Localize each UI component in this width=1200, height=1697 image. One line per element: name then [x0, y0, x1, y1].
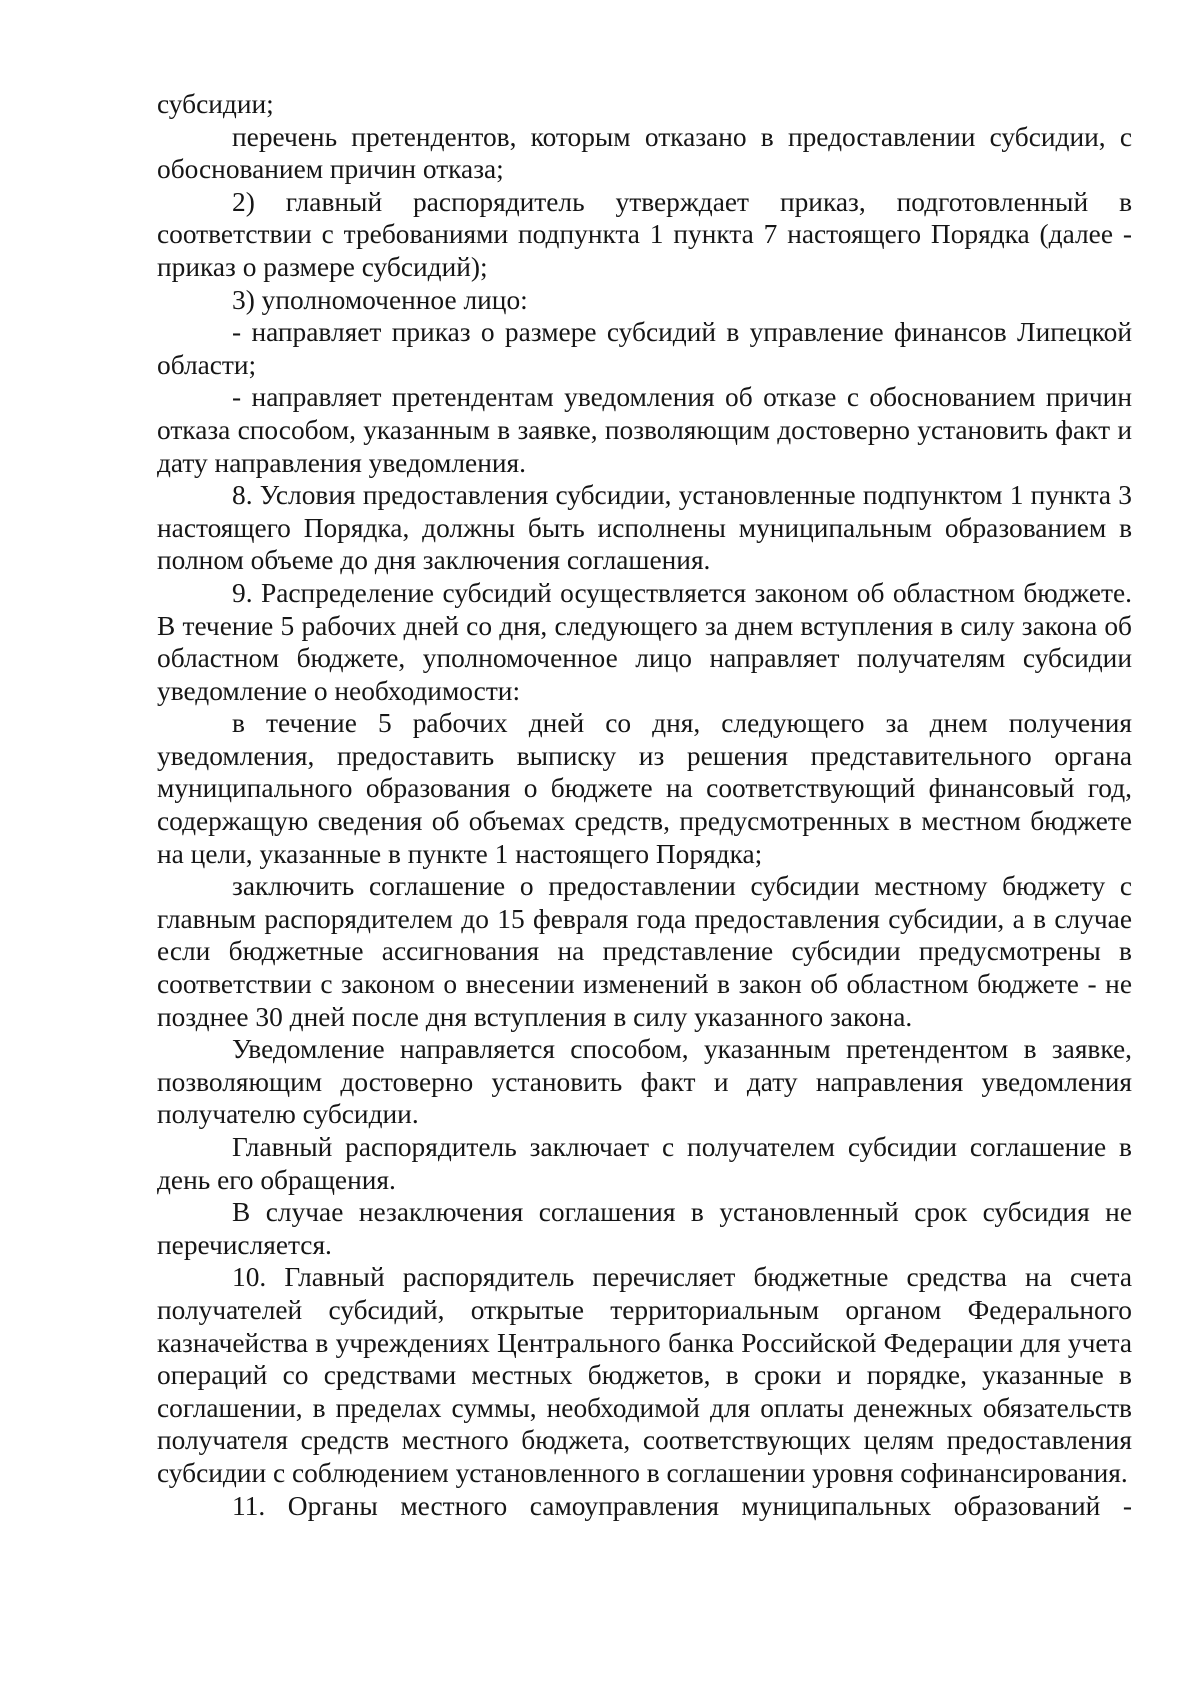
paragraph: в течение 5 рабочих дней со дня, следующего за днем получения уведомления, предоставить выписку из решения представительного органа муниципального образования о бюджете на соответствующий финансовый год, содержащую сведения об объемах средств, предусмотренных в местном бюджете на цели, указанные в пункте 1 настоящего Порядка;: [157, 708, 1132, 869]
paragraph: - направляет претендентам уведомления об отказе с обоснованием причин отказа способом, указанным в заявке, позволяющим достоверно установить факт и дату направления уведомления.: [157, 382, 1132, 478]
document-page: [157, 88, 1132, 1522]
paragraph: заключить соглашение о предоставлении субсидии местному бюджету с главным распорядителем до 15 февраля года предоставления субсидии, а в случае если бюджетные ассигнования на представление субсидии предусмотрены в соответствии с законом о внесении изменений в закон об областном бюджете - не позднее 30 дней после дня вступления в силу указанного закона.: [157, 871, 1132, 1032]
paragraph: перечень претендентов, которым отказано в предоставлении субсидии, с обоснованием причин отказа;: [157, 121, 1132, 185]
paragraph: 9. Распределение субсидий осуществляется законом об областном бюджете. В течение 5 рабочих дней со дня, следующего за днем вступления в силу закона об областном бюджете, уполномоченное лицо направляет получателям субсидии уведомление о необходимости:: [157, 577, 1132, 706]
paragraph: 11. Органы местного самоуправления муниципальных образований -: [232, 1490, 1132, 1521]
paragraph: - направляет приказ о размере субсидий в управление финансов Липецкой области;: [157, 317, 1132, 380]
paragraph: 8. Условия предоставления субсидии, установленные подпунктом 1 пункта 3 настоящего Порядка, должны быть исполнены муниципальным образованием в полном объеме до дня заключения соглашения.: [157, 480, 1132, 576]
paragraph: 3) уполномоченное лицо:: [232, 284, 528, 315]
paragraph: субсидии;: [157, 89, 274, 119]
paragraph: Главный распорядитель заключает с получателем субсидии соглашение в день его обращения.: [157, 1132, 1132, 1195]
paragraph: В случае незаключения соглашения в установленный срок субсидия не перечисляется.: [157, 1197, 1132, 1260]
paragraph: Уведомление направляется способом, указанным претендентом в заявке, позволяющим достоверно установить факт и дату направления уведомления получателю субсидии.: [157, 1034, 1132, 1130]
paragraph: 10. Главный распорядитель перечисляет бюджетные средства на счета получателей субсидий, открытые территориальным органом Федерального казначейства в учреждениях Центрального банка Российской Федерации для учета операций со средствами местных бюджетов, в сроки и порядке, указанные в соглашении, в пределах суммы, необходимой для оплаты денежных обязательств получателя средств местного бюджета, соответствующих целям предоставления субсидии с соблюдением установленного в соглашении уровня софинансирования.: [157, 1262, 1132, 1488]
paragraph: 2) главный распорядитель утверждает приказ, подготовленный в соответствии с требованиями подпункта 1 пункта 7 настоящего Порядка (далее - приказ о размере субсидий);: [157, 186, 1132, 282]
